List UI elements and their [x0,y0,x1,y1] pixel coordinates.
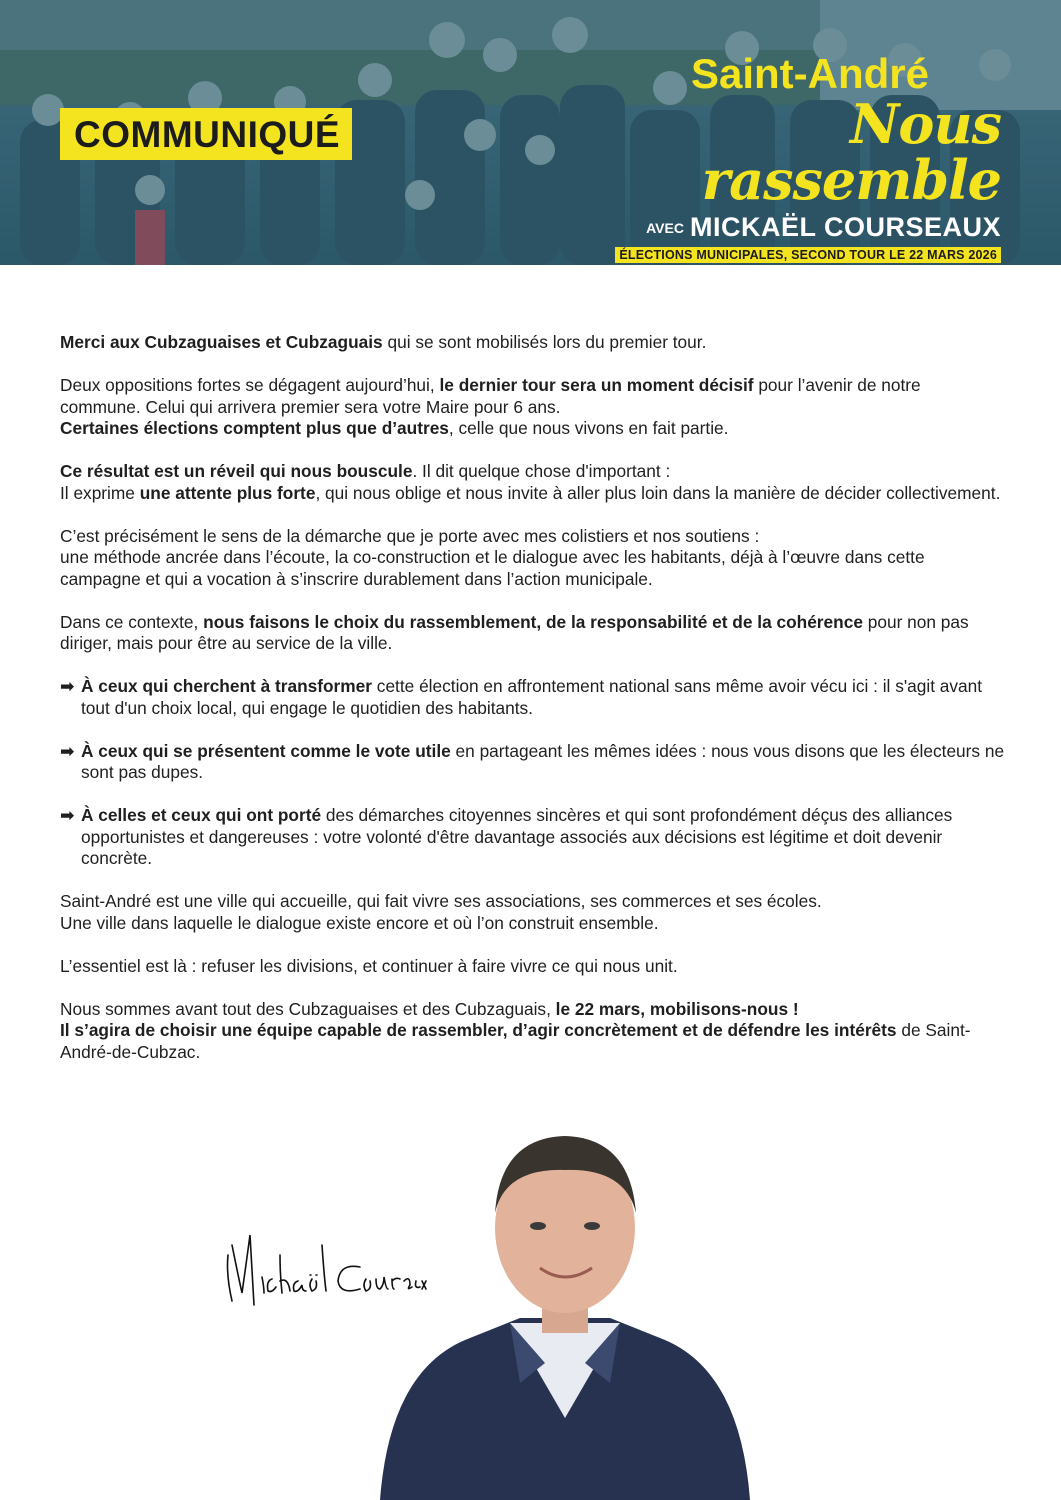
arrow-right-icon: ➡ [60,740,75,761]
bullet-item [60,741,1005,784]
bold-text: une attente plus forte [139,482,316,503]
arrow-right-icon: ➡ [60,805,75,825]
paragraph-result [60,461,1005,504]
paragraph-essential [60,956,1005,978]
paragraph-oppositions [60,375,1005,440]
bold-text: le 22 mars, mobilisons-nous ! [555,998,799,1019]
text: cette élection en affrontement national sans même avoir vécu ici : il s'agit avant tout d'un choix local, qui engage le quotidien des habitants. [81,676,983,718]
text: L’essentiel est là : refuser les divisions, et continuer à faire vivre ce qui nous unit. [60,955,678,976]
paragraph-method [60,526,1005,591]
communique-body [60,332,1005,1085]
text: Il exprime [60,482,140,503]
text: Une ville dans laquelle le dialogue existe encore et où l’on construit ensemble. [60,912,659,933]
paragraph-context [60,612,1005,655]
bold-text: Ce résultat est un réveil qui nous bouscule [60,461,413,481]
bold-text: À ceux qui cherchent à transformer [81,676,372,696]
election-date-badge: ÉLECTIONS MUNICIPALES, SECOND TOUR LE 22 MARS 2026 [615,247,1001,263]
text: Deux oppositions fortes se dégagent aujourd’hui, [60,375,440,395]
text: , qui nous oblige et nous invite à aller plus loin dans la manière de décider collectivement. [315,482,1001,503]
text: pour l’avenir de notre commune. Celui qui arrivera premier sera votre Maire pour 6 ans. [60,375,921,417]
bold-text: le dernier tour sera un moment décisif [439,375,754,395]
text: des démarches citoyennes sincères et qui sont profondément déçus des alliances opportunistes et dangereuses : votre volonté d'être davantage associés aux décisions est légitime et doit devenir concrète. [81,805,953,868]
paragraph-call-to-vote [60,999,1005,1064]
candidate-line [561,212,1001,243]
header-banner [0,0,1061,265]
communique-badge: COMMUNIQUÉ [60,108,352,160]
bold-text: Certaines élections comptent plus que d’autres [60,418,449,438]
bullet-item [60,676,1005,719]
town-name: Saint-André [690,50,929,97]
with-word: AVEC [646,219,684,236]
text: en partageant les mêmes idées : nous vous disons que les électeurs ne sont pas dupes. [81,740,1005,782]
candidate-name: MICKAËL COURSEAUX [689,212,1001,242]
candidate-portrait-photo [370,1118,760,1500]
text: . Il dit quelque chose d'important : [412,461,671,481]
text: de Saint-André-de-Cubzac. [60,1020,971,1062]
text: C’est précisément le sens de la démarche que je porte avec mes colistiers et nos soutiens : [60,525,760,546]
bold-text: nous faisons le choix du rassemblement, de la responsabilité et de la cohérence [203,611,863,632]
paragraph-thanks [60,332,1005,354]
bold-text: Il s’agira de choisir une équipe capable de rassembler, d’agir concrètement et de défendre les intérêts [60,1020,897,1040]
text: pour non pas diriger, mais pour être au service de la ville. [60,611,969,653]
text: qui se sont mobilisés lors du premier tour. [382,332,707,352]
arrow-right-icon: ➡ [60,676,75,696]
text: Dans ce contexte, [60,611,204,632]
bullet-item [60,805,1005,870]
paragraph-town [60,891,1005,934]
bold-text: À ceux qui se présentent comme le vote utile [81,740,451,761]
campaign-slogan: Nous rassemble [701,92,1001,212]
text: une méthode ancrée dans l’écoute, la co-construction et le dialogue avec les habitants, déjà à l’œuvre dans cette campagne et qui a vocation à s’inscrire durablement dans l’action municipale. [60,547,925,589]
bold-text: Merci aux Cubzaguaises et Cubzaguais [60,332,383,352]
text: Saint-André est une ville qui accueille, qui fait vivre ses associations, ses commerces et ses écoles. [60,891,822,911]
text: Nous sommes avant tout des Cubzaguaises et des Cubzaguais, [60,998,556,1019]
bold-text: À celles et ceux qui ont porté [81,805,322,825]
text: , celle que nous vivons en fait partie. [448,418,729,438]
campaign-brand [561,52,1001,264]
